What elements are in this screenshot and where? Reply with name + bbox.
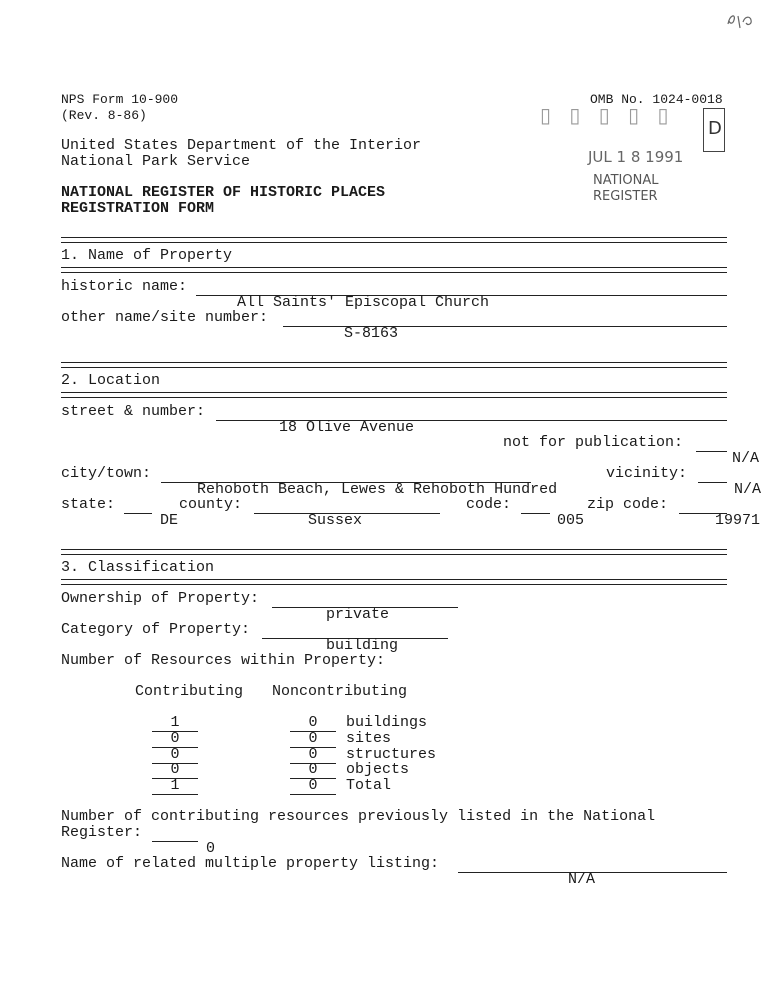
category-value: building: [326, 637, 399, 654]
city-label: city/town:: [61, 465, 152, 482]
noncontributing-count[interactable]: 0: [290, 747, 336, 764]
historic-name-field[interactable]: [196, 279, 727, 311]
multiple-listing-value: N/A: [568, 871, 596, 888]
contributing-total[interactable]: 1: [152, 778, 198, 795]
code-field[interactable]: [521, 497, 585, 529]
resource-type-total: Total: [346, 777, 392, 794]
category-field[interactable]: [262, 622, 448, 654]
zip-label: zip code:: [587, 496, 669, 513]
previously-listed-label-line1: Number of contributing resources previously listed in the National: [61, 808, 656, 825]
department-name: United States Department of the Interior: [61, 137, 422, 154]
stamp-date: JUL 1 8 1991: [588, 148, 684, 166]
not-for-publication-field[interactable]: [696, 435, 760, 467]
other-name-field[interactable]: [283, 310, 727, 342]
vicinity-value: N/A: [734, 481, 762, 498]
other-name-value: S-8163: [344, 325, 399, 342]
section-divider: [61, 392, 727, 398]
street-field[interactable]: [216, 404, 727, 436]
resource-type: sites: [346, 730, 392, 747]
noncontributing-header: Noncontributing: [272, 683, 408, 700]
contributing-count[interactable]: 0: [152, 731, 198, 748]
form-number: NPS Form 10-900: [61, 92, 179, 107]
section1-heading: 1. Name of Property: [61, 247, 233, 264]
form-title-line1: NATIONAL REGISTER OF HISTORIC PLACES: [61, 184, 386, 201]
form-title-line2: REGISTRATION FORM: [61, 200, 215, 217]
resource-type: objects: [346, 761, 410, 778]
vicinity-label: vicinity:: [606, 465, 688, 482]
state-field[interactable]: [124, 497, 179, 529]
resources-label: Number of Resources within Property:: [61, 652, 386, 669]
stamp-line1: NATIONAL: [593, 173, 659, 188]
section-divider: [61, 267, 727, 273]
city-value: Rehoboth Beach, Lewes & Rehoboth Hundred: [197, 481, 558, 498]
historic-name-value: All Saints' Episcopal Church: [237, 294, 490, 311]
section-divider: [61, 579, 727, 585]
county-label: county:: [179, 496, 243, 513]
state-value: DE: [160, 512, 179, 529]
city-field[interactable]: [161, 466, 558, 498]
ownership-value: private: [326, 606, 390, 623]
section-divider: [61, 237, 727, 243]
contributing-count[interactable]: 1: [152, 715, 198, 732]
handwritten-mark: [724, 8, 758, 30]
multiple-listing-label: Name of related multiple property listing:: [61, 855, 440, 872]
stamp-mark: D: [708, 118, 722, 139]
code-value: 005: [557, 512, 585, 529]
street-label: street & number:: [61, 403, 206, 420]
previously-listed-label-line2: Register:: [61, 824, 143, 841]
county-field[interactable]: [254, 497, 440, 529]
historic-name-label: historic name:: [61, 278, 188, 295]
form-revision: (Rev. 8-86): [61, 108, 147, 123]
contributing-header: Contributing: [135, 683, 244, 700]
not-for-publication-value: N/A: [732, 450, 760, 467]
county-value: Sussex: [308, 512, 363, 529]
code-label: code:: [466, 496, 512, 513]
street-value: 18 Olive Avenue: [279, 419, 415, 436]
section3-heading: 3. Classification: [61, 559, 215, 576]
state-label: state:: [61, 496, 116, 513]
previously-listed-field[interactable]: [152, 825, 216, 857]
registration-form-page: NPS Form 10-900 (Rev. 8-86) OMB No. 1024-0018 ▯ ▯ ▯ ▯ ▯ D JUL 1 8 1991 NATIONAL REGISTER United States Department of the Interior National Park Service NATIONAL REGISTER OF HISTORIC PLACES REGISTRATION FORM 1. Name of Property historic name: All Saints' Episcopal Church other name/site number: S-8163 2. Location street & number: 18 Olive Avenue not for publication: N/A city/town: Rehoboth Beach, Lewes & Rehoboth Hundred vicinity: N/A state: DE county: Sussex code: 005 zip code: 19971 3. Classification Ownership of Property: private Category of Property: building Number of Resources within Property: Contributing Noncontributing 1 0 buildings 0 0 sites 0 0 structures 0 0 objects 1 0 Total Number of contributing resources previously listed in the National Register: 0 Name of related multiple property listing: N/A: [0, 0, 781, 1000]
not-for-publication-label: not for publication:: [503, 434, 684, 451]
omb-number: OMB No. 1024-0018: [590, 92, 723, 107]
resource-type: structures: [346, 746, 437, 763]
section-divider: [61, 549, 727, 555]
ownership-label: Ownership of Property:: [61, 590, 260, 607]
multiple-listing-field[interactable]: [458, 856, 727, 888]
category-label: Category of Property:: [61, 621, 251, 638]
resource-type: buildings: [346, 714, 428, 731]
noncontributing-count[interactable]: 0: [290, 715, 336, 732]
ownership-field[interactable]: [272, 591, 458, 623]
zip-field[interactable]: [679, 497, 761, 529]
stamp-line2: REGISTER: [593, 189, 658, 204]
vicinity-field[interactable]: [698, 466, 762, 498]
noncontributing-count[interactable]: 0: [290, 731, 336, 748]
noncontributing-total[interactable]: 0: [290, 778, 336, 795]
contributing-count[interactable]: 0: [152, 762, 198, 779]
section-divider: [61, 362, 727, 368]
zip-value: 19971: [715, 512, 761, 529]
noncontributing-count[interactable]: 0: [290, 762, 336, 779]
service-name: National Park Service: [61, 153, 251, 170]
section2-heading: 2. Location: [61, 372, 161, 389]
previously-listed-value: 0: [206, 840, 216, 857]
other-name-label: other name/site number:: [61, 309, 269, 326]
contributing-count[interactable]: 0: [152, 747, 198, 764]
